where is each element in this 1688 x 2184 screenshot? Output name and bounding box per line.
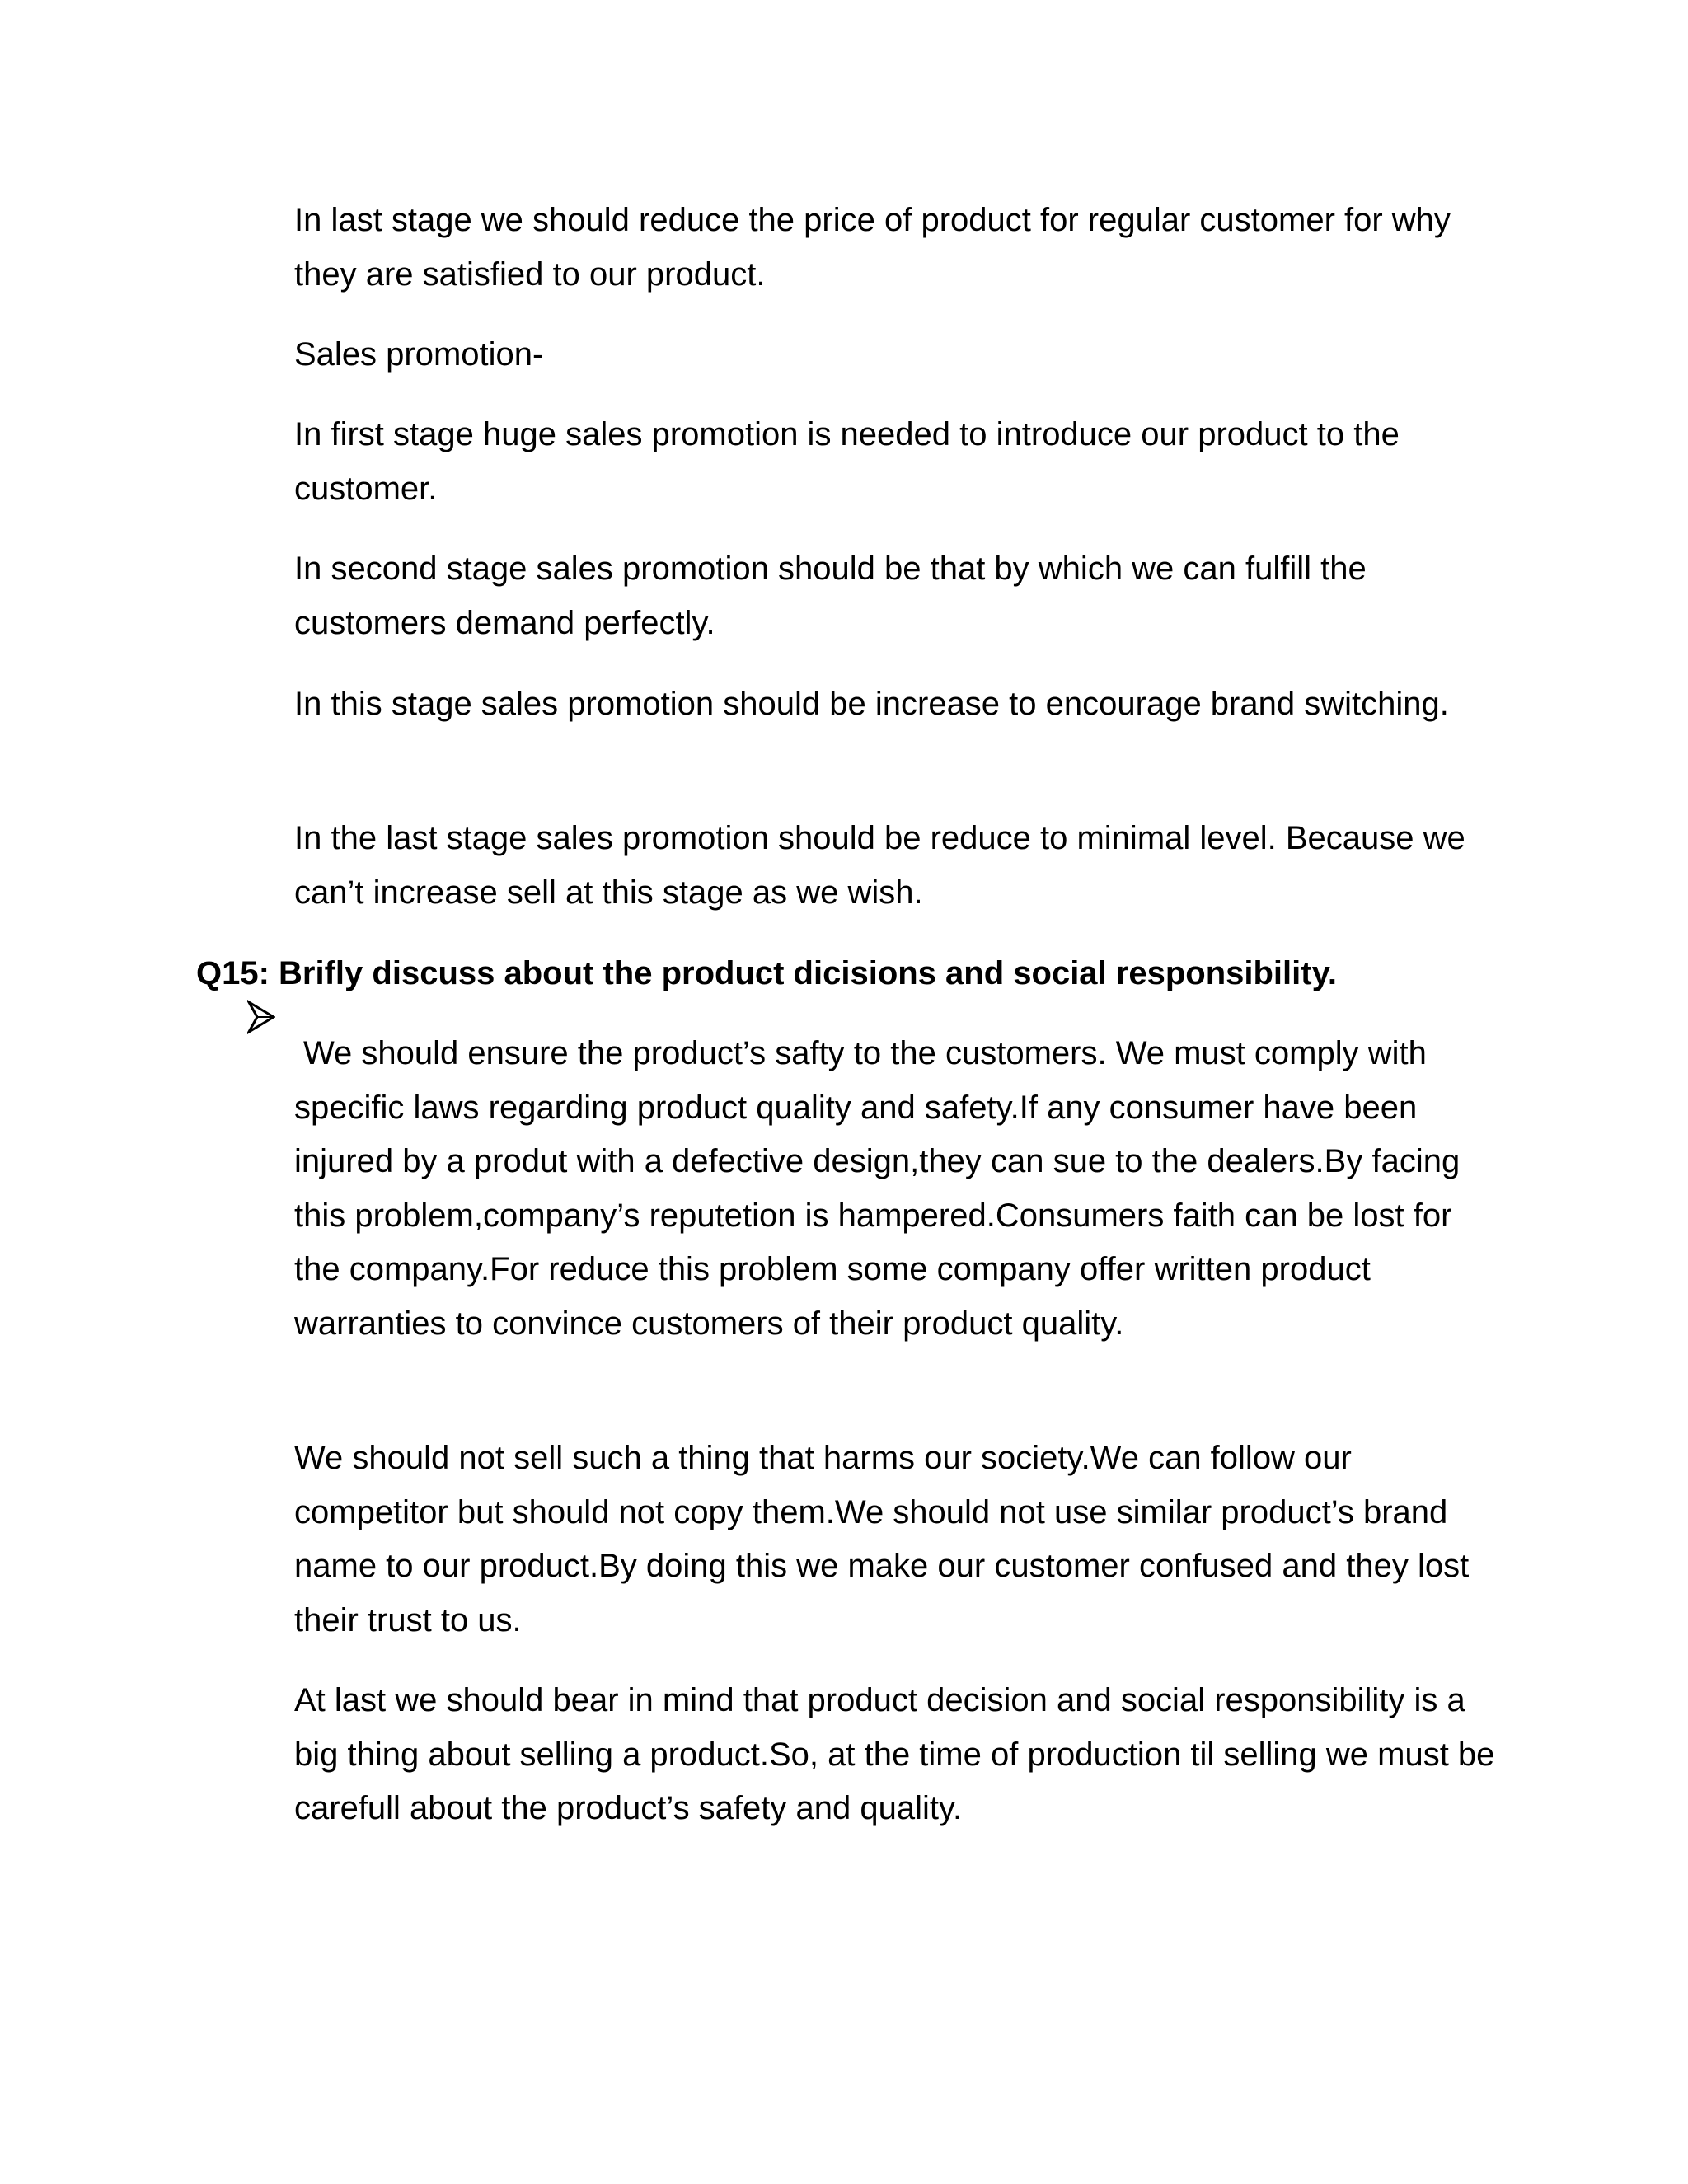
arrow-bullet-icon <box>247 999 275 1035</box>
paragraph-last-stage: In the last stage sales promotion should be reduce to minimal level. Because we can’t increase sell at this stage as we wish. <box>294 820 1465 911</box>
paragraph-first-stage: In first stage huge sales promotion is needed to introduce our product to the customer. <box>294 416 1400 507</box>
paragraph-society: We should not sell such a thing that harms our society.We can follow our competitor but should not copy them.We should not use similar product’s brand name to our product.By doing this we make our customer confused and they lost their trust to us. <box>294 1440 1470 1638</box>
paragraph-sales-promotion-label: Sales promotion- <box>294 336 544 373</box>
paragraph-price-reduction: In last stage we should reduce the price of product for regular customer for why they are satisfied to our product. <box>294 202 1451 293</box>
question-heading: Q15: Brifly discuss about the product dicisions and social responsibility. <box>196 955 1337 991</box>
paragraph-conclusion: At last we should bear in mind that product decision and social responsibility is a big thing about selling a product.So, at the time of production til selling we must be carefull about the product’s safety and quality. <box>294 1682 1495 1826</box>
paragraph-this-stage: In this stage sales promotion should be increase to encourage brand switching. <box>294 686 1449 722</box>
bullet-paragraph-safety: We should ensure the product’s safty to the customers. We must comply with specific laws regarding product quality and safety.If any consumer have been injured by a produt with a defective design,they can sue to the dealers.By facing this problem,company’s reputetion is hampered.Consumers faith can be lost for the company.For reduce this problem some company offer written product warranties to convince customers of their product quality. <box>294 1035 1461 1342</box>
paragraph-second-stage: In second stage sales promotion should be that by which we can fulfill the customers demand perfectly. <box>294 551 1367 641</box>
